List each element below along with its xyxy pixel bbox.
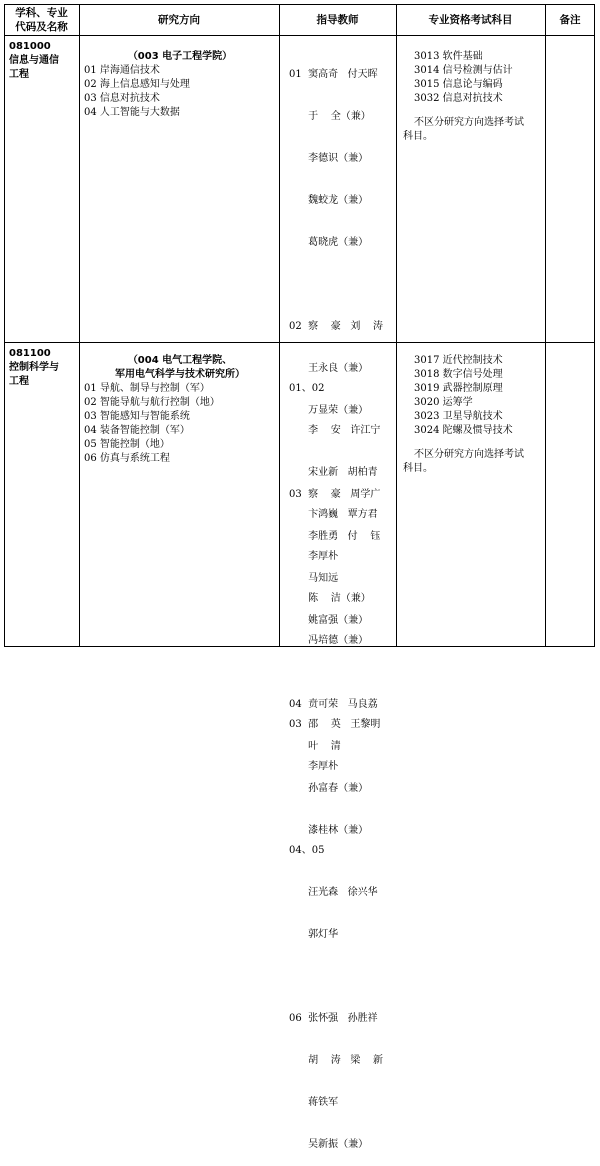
advisor-line: 蒋铁军 [289,1097,339,1108]
direction-item: 06 仿真与系统工程 [84,453,170,464]
advisor-line: 宋业新 胡柏青 [289,467,378,478]
row-1-name-line1: 信息与通信 [9,55,59,66]
exam-item: 3023 卫星导航技术 [414,411,503,422]
direction-item: 03 信息对抗技术 [84,93,160,104]
advisor-line: 胡 涛 梁 新 [289,1055,384,1066]
direction-item: 04 人工智能与大数据 [84,107,180,118]
advisor-line: 06 张怀强 孙胜祥 [289,1013,378,1024]
advisor-line: 02 察 豪 刘 涛 [289,321,384,332]
header-advisor: 指导教师 [316,14,359,26]
row-1-code: 081000 [9,41,51,52]
exam-item: 3032 信息对抗技术 [414,93,503,104]
advisor-line: 李厚朴 [289,761,339,772]
row-2-college-line2: 军用电气科学与技术研究所） [115,369,245,380]
advisor-line [289,278,394,292]
advisor-line: 04、05 [289,845,325,856]
advisor-line: 吴新振（兼） [289,1139,369,1150]
exam-item: 3017 近代控制技术 [414,355,503,366]
exam-item: 3014 信号检测与估计 [414,65,513,76]
direction-item: 02 海上信息感知与处理 [84,79,190,90]
header-exam: 专业资格考试科目 [428,14,513,26]
exam-item: 3024 陀螺及惯导技术 [414,425,513,436]
advisor-line: 魏蛟龙（兼） [289,195,369,206]
direction-item: 02 智能导航与航行控制（地） [84,397,220,408]
advisor-line [289,802,394,816]
advisor-line: 01 窦高奇 付天晖 [289,69,378,80]
advisor-line: 郭灯华 [289,929,339,940]
row-2-name-line1: 控制科学与 [9,362,59,373]
advisor-line: 陈 洁（兼） [289,593,371,604]
row-2-name-line2: 工程 [9,376,29,387]
exam-note-line2: 科目。 [403,463,433,474]
advisor-line: 李德识（兼） [289,153,369,164]
row-1-exams [403,50,544,144]
column-divider [79,4,80,647]
advisor-line: 葛晓虎（兼） [289,237,369,248]
advisor-line: 汪光森 徐兴华 [289,887,378,898]
advisor-line: 姚富强（兼） [289,615,369,626]
advisor-line: 李胜勇 付 钰 [289,531,381,542]
row-1-college: （003 电子工程学院） [127,51,233,62]
row-2-exams [403,354,544,476]
advisor-line [289,676,394,690]
advisor-line: 03 邵 英 王黎明 [289,719,381,730]
advisor-line [289,970,394,984]
advisor-line: 孙富春（兼） [289,783,369,794]
direction-item: 04 装备智能控制（军） [84,425,190,436]
row-1-subject [9,40,77,82]
direction-item: 01 导航、制导与控制（军） [84,383,210,394]
header-subject-line1: 学科、专业 [15,7,68,19]
advisor-line: 卞鸿巍 覃方君 [289,509,378,520]
row-2-subject [9,347,77,389]
header-divider [4,35,595,36]
exam-note-line1: 不区分研究方向选择考试 [414,117,524,128]
row-1-note [550,40,592,54]
direction-item: 03 智能感知与智能系统 [84,411,190,422]
direction-item: 01 岸海通信技术 [84,65,160,76]
advisor-line: 王永良（兼） [289,363,369,374]
advisor-line: 于 全（兼） [289,111,371,122]
header-subject [4,6,79,34]
advisor-line: 李 安 许江宁 [289,425,381,436]
exam-item: 3019 武器控制原理 [414,383,503,394]
exam-item: 3018 数字信号处理 [414,369,503,380]
column-divider [396,4,397,647]
advisor-line: 04 贲可荣 马良荔 [289,699,378,710]
row-1-name-line2: 工程 [9,69,29,80]
row-2-college-line1: （004 电气工程学院、 [127,355,233,366]
header-subject-line2: 代码及名称 [15,21,68,33]
advisor-line: 马知远 [289,573,339,584]
header-direction: 研究方向 [158,14,200,26]
advisor-line: 03 察 豪 周学广 [289,489,381,500]
advisor-line: 01、02 [289,383,325,394]
exam-note-line2: 科目。 [403,131,433,142]
row-2-code: 081100 [9,348,51,359]
header-note: 备注 [559,14,581,26]
advisor-line: 叶 清 [289,741,341,752]
column-divider [279,4,280,647]
exam-note-line1: 不区分研究方向选择考试 [414,449,524,460]
row-1-directions [84,50,276,120]
advisor-line: 漆桂林（兼） [289,825,369,836]
column-divider [545,4,546,647]
exam-item: 3020 运筹学 [414,397,473,408]
advisor-line: 冯培德（兼） [289,635,369,646]
exam-item: 3013 软件基础 [414,51,483,62]
exam-item: 3015 信息论与编码 [414,79,503,90]
row-2-note [550,347,592,361]
advisor-line: 李厚朴 [289,551,339,562]
row-2-directions [84,354,276,466]
row-2-advisors [289,354,394,1166]
advisor-line: 万显荣（兼） [289,405,369,416]
direction-item: 05 智能控制（地） [84,439,170,450]
